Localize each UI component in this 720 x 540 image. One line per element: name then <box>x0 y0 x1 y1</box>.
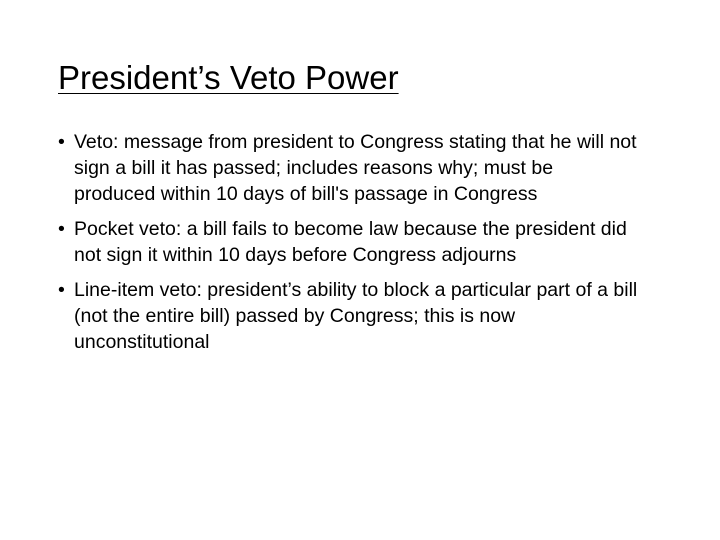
bullet-icon: • <box>58 218 65 240</box>
bullet-text-pocket-veto: Pocket veto: a bill fails to become law because the president did not sign it within 10 days before Congress adjourns <box>74 218 627 266</box>
bullet-icon: • <box>58 279 65 301</box>
bullet-text-veto: Veto: message from president to Congress stating that he will not sign a bill it has passed; includes reasons why; must be produced within 10 days of bill's passage in Congress <box>74 131 637 205</box>
bullet-text-line-item-veto: Line-item veto: president’s ability to block a particular part of a bill (not the entire bill) passed by Congress; this is now unconstitutional <box>74 279 638 353</box>
slide-title: President’s Veto Power <box>58 59 399 96</box>
bullet-item-line-item-veto <box>58 277 638 355</box>
bullet-icon: • <box>58 131 65 153</box>
bullet-list <box>58 129 638 364</box>
bullet-item-pocket-veto <box>58 216 638 268</box>
bullet-item-veto <box>58 129 638 207</box>
